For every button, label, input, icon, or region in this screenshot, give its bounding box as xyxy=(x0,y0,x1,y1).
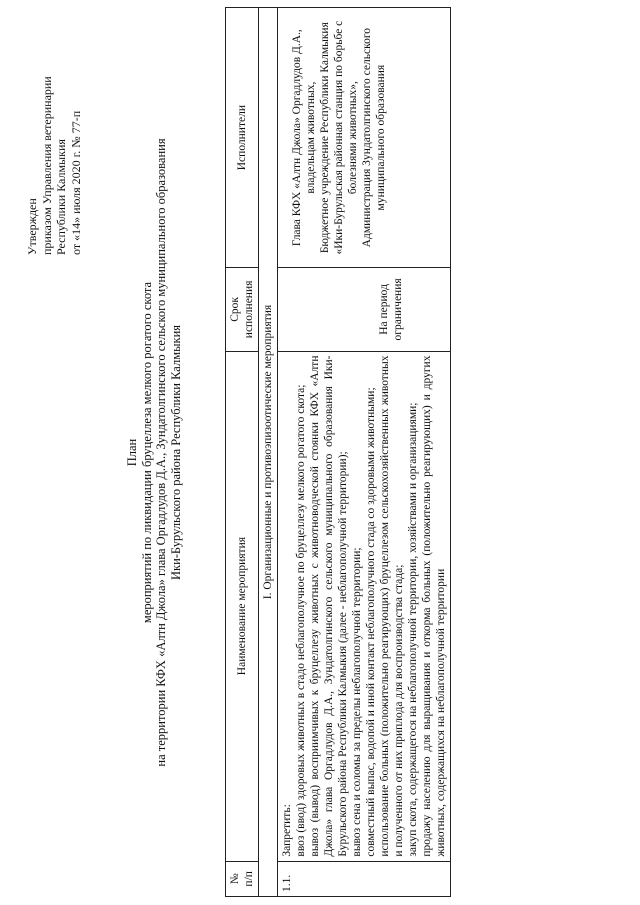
section-row xyxy=(259,8,278,897)
approval-line: Утвержден xyxy=(25,198,39,255)
approval-line: от «14» июля 2020 г. № 77-п xyxy=(68,110,83,255)
header-num-abbr: п/п xyxy=(243,871,255,887)
section-title: I. Организационные и противоэпизоотические мероприятия xyxy=(259,8,278,897)
document-heading xyxy=(125,80,183,825)
executors-cell xyxy=(278,8,451,268)
header-term xyxy=(226,268,259,351)
header-term-line: исполнения xyxy=(243,280,255,339)
executor-line: Глава КФХ «Алтн Джола» Оргадлудов Д.А., xyxy=(291,29,303,247)
measure-line: Запретить: xyxy=(281,804,293,857)
executor-line: Бюджетное учреждение Республики Калмыкия «Ики-Бурульская районная станция по борьбе с болезнями животных», xyxy=(319,20,359,255)
measure-cell xyxy=(278,351,451,861)
document-title: План xyxy=(125,438,139,467)
table-header-row xyxy=(226,8,259,897)
heading-line: на территории КФХ «Алтн Джола» глава Оргадлудов Д.А., Зундатолгинского сельского муниципального образования xyxy=(154,138,168,767)
measure-line: ввоз (ввод) здоровых животных в стадо неблагополучное по бруцеллезу мелкого рогатого скота; xyxy=(295,384,307,857)
header-num xyxy=(226,861,259,896)
executor-line: Администрация Зундатолгинского сельского муниципального образования xyxy=(361,27,387,248)
header-term-line: Срок xyxy=(229,297,241,322)
measure-line: использование больных (положительно реагирующих) бруцеллезом сельскохозяйственных животных и полученного от них приплода для воспроизводства стада; xyxy=(379,355,405,857)
measure-line: продажу населению для выращивания и откорма больных (положительно реагирующих) и других животных, содержащихся на неблагополучной территории xyxy=(421,355,447,857)
row-number: 1.1. xyxy=(278,861,451,896)
approval-stamp xyxy=(25,15,83,255)
heading-line: мероприятий по ликвидации бруцеллеза мелкого рогатого скота xyxy=(139,281,154,624)
heading-line: Ики-Бурульского района Республики Калмыкия xyxy=(168,324,183,581)
header-name: Наименование мероприятия xyxy=(226,351,259,861)
measure-line: вывоз сена и соломы за пределы неблагополучной территории; xyxy=(351,547,363,857)
approval-line: приказом Управления ветеринарии xyxy=(39,76,54,255)
plan-table xyxy=(225,7,451,897)
executor-line: владельцам животных, xyxy=(305,81,317,194)
measure-line: вывоз (вывод) восприимчивых к бруцеллезу животных с животноводческой стоянки КФХ «Алтн Джола» глава Оргадлудов Д.А., Зундатолгинского сельского муниципального образования Ики-Бурульского района Республики Калмыкия (далее - неблагополучной территории); xyxy=(309,355,349,857)
approval-line: Республики Калмыкия xyxy=(54,139,68,255)
term-cell: На период ограничения xyxy=(278,268,451,351)
table-row xyxy=(278,8,451,897)
header-executors: Исполнители xyxy=(226,8,259,268)
measure-line: совместный выпас, водопой и иной контакт неблагополучного стада со здоровыми животными; xyxy=(365,387,377,857)
measure-line: закуп скота, содержащегося на неблагополучной территории, хозяйствами и организациями; xyxy=(407,402,419,857)
header-num-symbol: № xyxy=(229,873,241,885)
